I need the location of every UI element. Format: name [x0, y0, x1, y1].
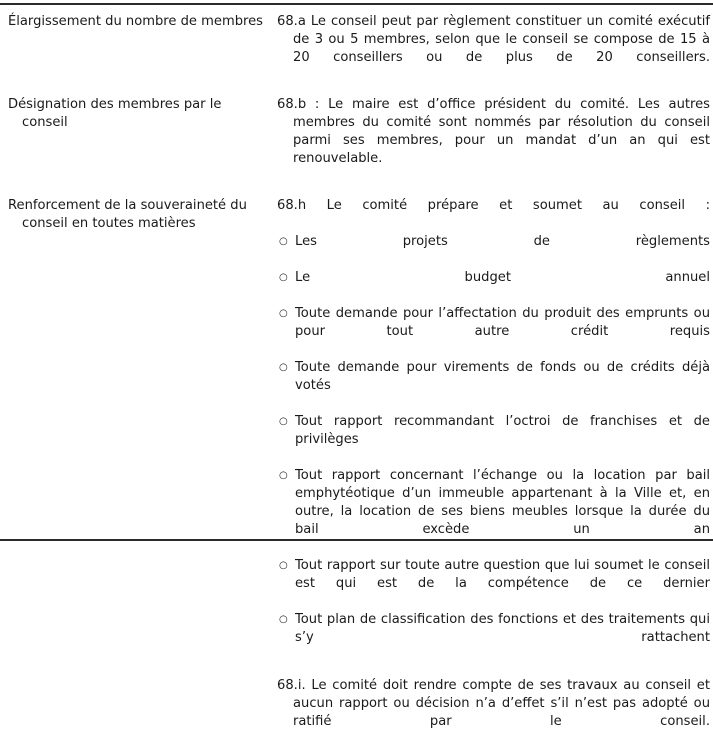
- list-item: [277, 467, 710, 557]
- clause-paragraph: 68.a Le conseil peut par règlement constituer un comité exécutif de 3 ou 5 membres, selon que le conseil se compose de 15 à 20 conseillers ou de plus de 20 conseillers.: [277, 14, 710, 65]
- list-item: [277, 359, 710, 413]
- content-table: [0, 13, 713, 749]
- list-item: [277, 413, 710, 467]
- hollow-circle-bullet-icon: ○: [279, 470, 288, 481]
- top-rule: [0, 3, 713, 5]
- hollow-circle-bullet-icon: ○: [279, 560, 288, 571]
- list-item-text: Les projets de règlements: [295, 234, 710, 249]
- list-item: [277, 233, 710, 269]
- clause-paragraph: 68.b : Le maire est d’office président du comité. Les autres membres du comité sont nommés par résolution du conseil parmi ses membres, pour un mandat d’un an qui est renouvelable.: [277, 97, 710, 166]
- clause-intro: 68.h Le comité prépare et soumet au conseil :: [277, 198, 710, 213]
- table-row: [0, 197, 713, 749]
- list-item-text: Le budget annuel: [295, 270, 710, 285]
- hollow-circle-bullet-icon: ○: [279, 416, 288, 427]
- row-heading: Désignation des membres par le conseil: [8, 97, 222, 130]
- list-item: [277, 269, 710, 305]
- list-item-text: Tout plan de classification des fonctions et des traitements qui s’y rattachent: [295, 612, 710, 645]
- table-row: [0, 13, 713, 85]
- list-item-text: Toute demande pour l’affectation du produit des emprunts ou pour tout autre crédit requis: [295, 306, 710, 339]
- clause-bullet-list: [277, 233, 710, 665]
- clause-closing-paragraph: 68.i. Le comité doit rendre compte de ses travaux au conseil et aucun rapport ou décision n’a d’effet s’il n’est pas adopté ou ratifié par le conseil.: [277, 678, 710, 729]
- list-item-text: Tout rapport concernant l’échange ou la location par bail emphytéotique d’un immeuble appartenant à la Ville et, en outre, la location de ses biens meubles lorsque la durée du bail excède un an: [295, 468, 710, 537]
- list-item: [277, 305, 710, 359]
- list-item: [277, 611, 710, 665]
- row-content-cell: [277, 197, 713, 749]
- row-heading-cell: [0, 96, 277, 132]
- row-heading-cell: [0, 197, 277, 233]
- row-heading: Élargissement du nombre de membres: [8, 14, 263, 29]
- list-item: [277, 557, 710, 611]
- table-row: [0, 96, 713, 186]
- hollow-circle-bullet-icon: ○: [279, 614, 288, 625]
- row-content-cell: [277, 96, 713, 186]
- row-heading: Renforcement de la souveraineté du conseil en toutes matières: [8, 198, 247, 231]
- hollow-circle-bullet-icon: ○: [279, 236, 288, 247]
- list-item-text: Tout rapport sur toute autre question que lui soumet le conseil est qui est de la compétence de ce dernier: [295, 558, 710, 591]
- bottom-rule: [0, 539, 713, 541]
- hollow-circle-bullet-icon: ○: [279, 308, 288, 319]
- hollow-circle-bullet-icon: ○: [279, 272, 288, 283]
- row-heading-cell: [0, 13, 277, 31]
- hollow-circle-bullet-icon: ○: [279, 362, 288, 373]
- list-item-text: Toute demande pour virements de fonds ou de crédits déjà votés: [295, 360, 710, 393]
- list-item-text: Tout rapport recommandant l’octroi de franchises et de privilèges: [295, 414, 710, 447]
- row-content-cell: [277, 13, 713, 85]
